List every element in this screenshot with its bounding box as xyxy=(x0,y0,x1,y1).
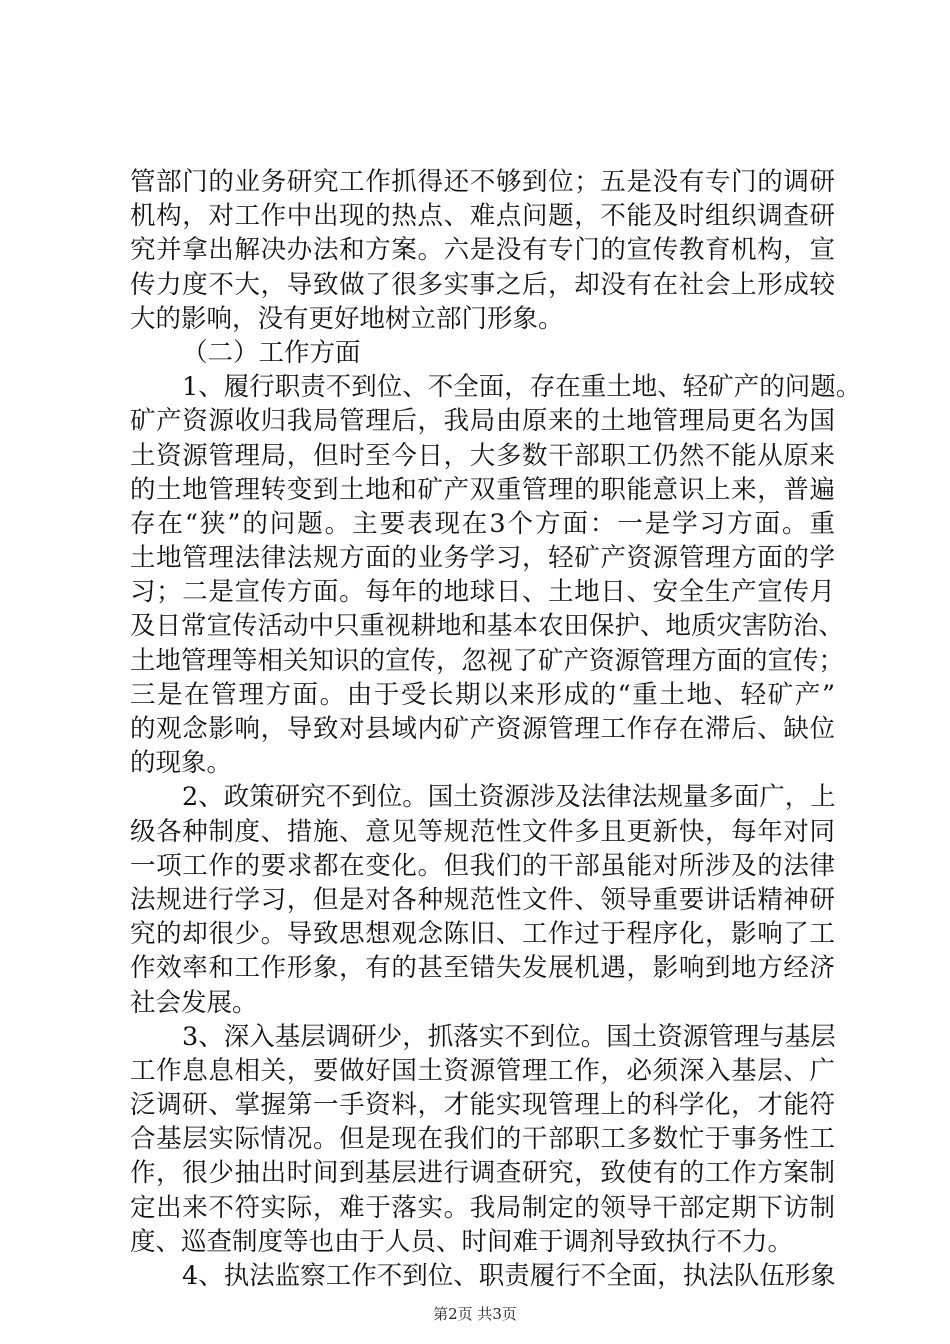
body-line: 社会发展。 xyxy=(130,987,258,1018)
body-line: 法规进行学习，但是对各种规范性文件、领导重要讲话精神研 xyxy=(130,884,835,915)
body-line: 存在“狭”的问题。主要表现在3个方面：一是学习方面。重 xyxy=(130,508,835,539)
body-line: 及日常宣传活动中只重视耕地和基本农田保护、地质灾害防治、 xyxy=(130,611,845,642)
body-line: 土地管理等相关知识的宣传，忽视了矿产资源管理方面的宣传； xyxy=(130,645,845,676)
body-line: 管部门的业务研究工作抓得还不够到位；五是没有专门的调研 xyxy=(130,167,835,197)
document-body xyxy=(130,165,862,1293)
paragraph-first-line: 3、深入基层调研少，抓落实不到位。国土资源管理与基层 xyxy=(182,1021,836,1052)
body-line: 作效率和工作形象，有的甚至错失发展机遇，影响到地方经济 xyxy=(130,953,835,984)
body-line: 究的却很少。导致思想观念陈旧、工作过于程序化，影响了工 xyxy=(130,919,835,950)
body-line: 的土地管理转变到土地和矿产双重管理的职能意识上来，普遍 xyxy=(130,474,835,505)
body-line: 究并拿出解决办法和方案。六是没有专门的宣传教育机构，宣 xyxy=(130,235,835,266)
body-line: 土地管理法律法规方面的业务学习，轻矿产资源管理方面的学 xyxy=(130,543,835,574)
body-line: 传力度不大，导致做了很多实事之后，却没有在社会上形成较 xyxy=(130,269,835,300)
body-line: 定出来不符实际，难于落实。我局制定的领导干部定期下访制 xyxy=(130,1192,835,1223)
body-line: 大的影响，没有更好地树立部门形象。 xyxy=(130,303,564,334)
body-line: 三是在管理方面。由于受长期以来形成的“重土地、轻矿产” xyxy=(130,679,835,710)
body-line: 习；二是宣传方面。每年的地球日、土地日、安全生产宣传月 xyxy=(130,577,835,608)
section-heading: （二）工作方面 xyxy=(182,337,361,368)
body-line: 合基层实际情况。但是现在我们的干部职工多数忙于事务性工 xyxy=(130,1124,835,1155)
body-line: 机构，对工作中出现的热点、难点问题，不能及时组织调查研 xyxy=(130,201,835,232)
paragraph-first-line: 4、执法监察工作不到位、职责履行不全面，执法队伍形象 xyxy=(182,1261,836,1291)
body-line: 工作息息相关，要做好国土资源管理工作，必须深入基层、广 xyxy=(130,1055,835,1086)
body-line: 级各种制度、措施、意见等规范性文件多且更新快，每年对同 xyxy=(130,816,835,847)
body-line: 一项工作的要求都在变化。但我们的干部虽能对所涉及的法律 xyxy=(130,850,835,881)
body-line: 泛调研、掌握第一手资料，才能实现管理上的科学化，才能符 xyxy=(130,1090,835,1121)
paragraph-first-line: 2、政策研究不到位。国土资源涉及法律法规量多面广，上 xyxy=(182,782,836,813)
paragraph-first-line: 1、履行职责不到位、不全面，存在重土地、轻矿产的问题。 xyxy=(182,372,862,403)
page-footer: 第2页 共3页 xyxy=(433,1305,517,1323)
body-line: 度、巡查制度等也由于人员、时间难于调剂导致执行不力。 xyxy=(130,1226,794,1257)
body-line: 土资源管理局，但时至今日，大多数干部职工仍然不能从原来 xyxy=(130,440,835,471)
body-line: 的现象。 xyxy=(130,748,233,779)
body-line: 矿产资源收归我局管理后，我局由原来的土地管理局更名为国 xyxy=(130,406,835,437)
body-line: 的观念影响，导致对县域内矿产资源管理工作存在滞后、缺位 xyxy=(130,714,835,744)
body-line: 作，很少抽出时间到基层进行调查研究，致使有的工作方案制 xyxy=(130,1158,835,1189)
